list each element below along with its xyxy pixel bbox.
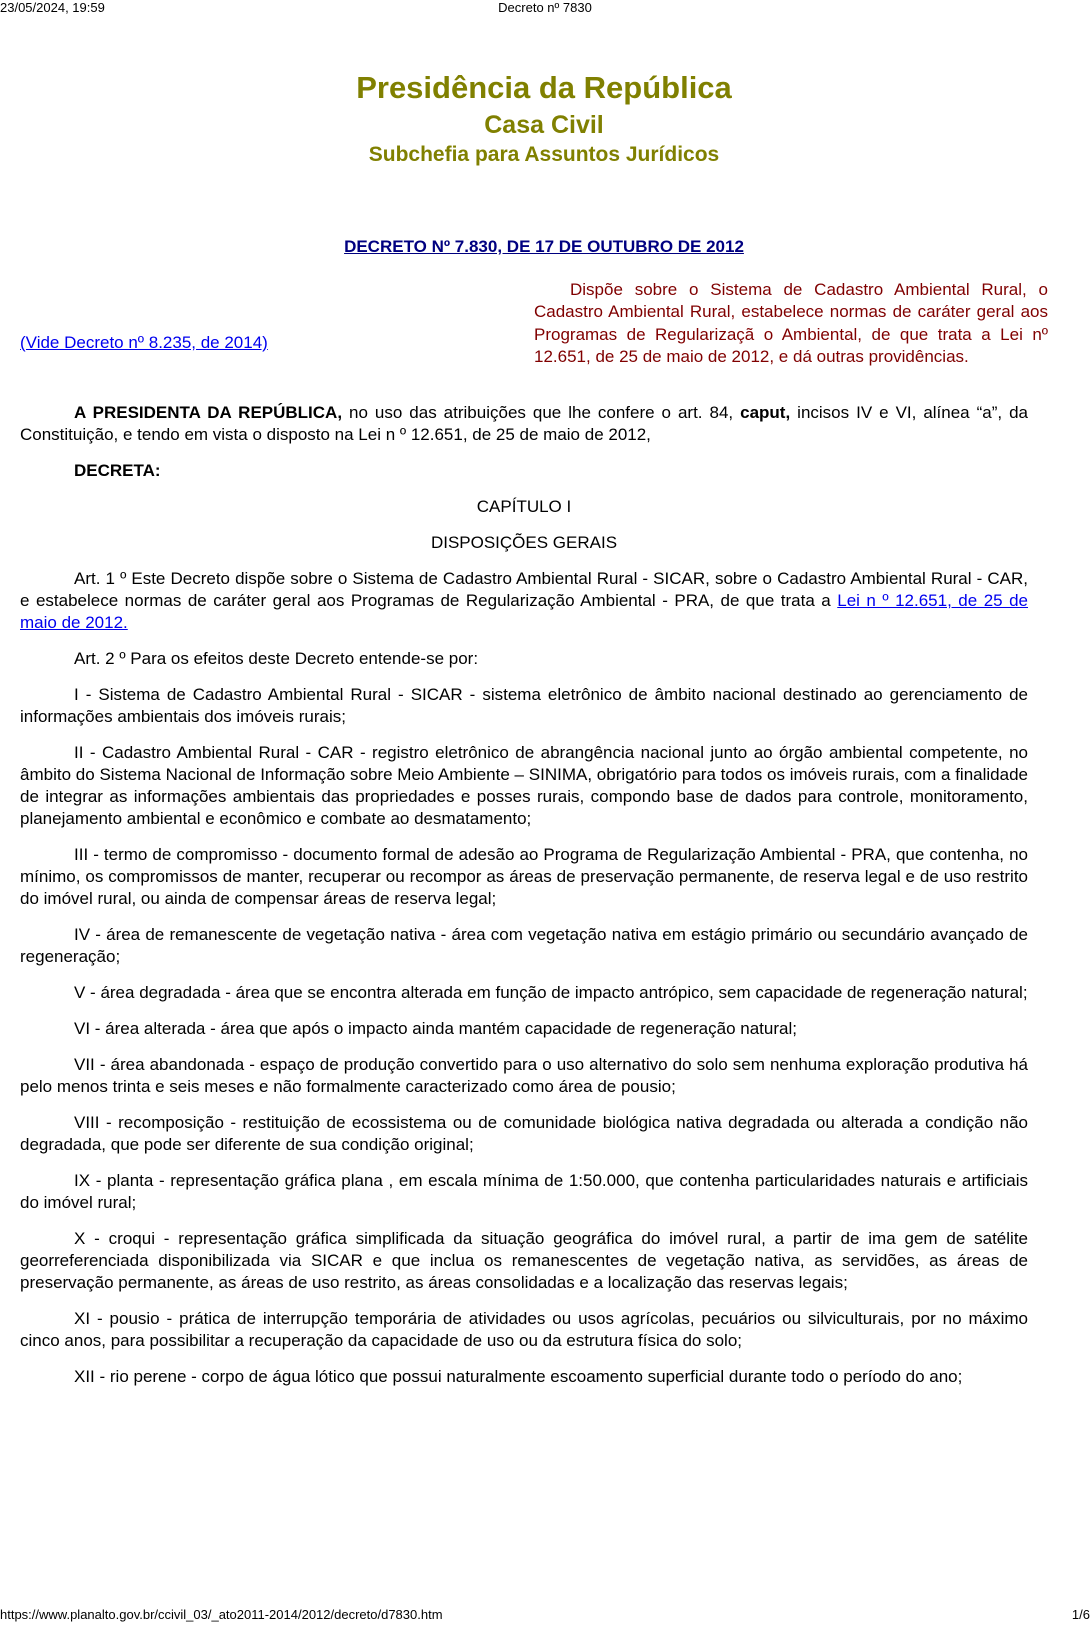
decree-title-link[interactable]: DECRETO Nº 7.830, DE 17 DE OUTUBRO DE 2012 bbox=[344, 237, 744, 256]
inciso-item: VI - área alterada - área que após o impacto ainda mantém capacidade de regeneração natural; bbox=[74, 1019, 797, 1038]
preamble-caput: caput, bbox=[740, 403, 791, 422]
org-casa-civil: Casa Civil bbox=[484, 111, 604, 139]
org-presidencia: Presidência da República bbox=[356, 70, 732, 105]
preamble-text-1: no uso das atribuições que lhe confere o art. 84, bbox=[342, 403, 741, 422]
page-number: 1/6 bbox=[1071, 1607, 1090, 1622]
inciso-item: V - área degradada - área que se encontra alterada em função de impacto antrópico, sem capacidade de regeneração natural; bbox=[74, 983, 1028, 1002]
inciso-item: III - termo de compromisso - documento formal de adesão ao Programa de Regularização Ambiental - PRA, que contenha, no mínimo, os compromissos de manter, recuperar ou recompor as áreas de preservação permanente, de reserva legal e de uso restrito do imóvel rural, ou ainda de compensar áreas de reserva legal; bbox=[20, 845, 1028, 908]
inciso-item: IX - planta - representação gráfica plana , em escala mínima de 1:50.000, que contenha particularidades naturais e artificiais do imóvel rural; bbox=[20, 1171, 1028, 1212]
decreta-label: DECRETA: bbox=[74, 461, 161, 480]
org-subchefia: Subchefia para Assuntos Jurídicos bbox=[368, 143, 720, 166]
art-2: Art. 2 º Para os efeitos deste Decreto entende-se por: bbox=[74, 649, 479, 668]
inciso-item: XII - rio perene - corpo de água lótico que possui naturalmente escoamento superficial durante todo o período do ano; bbox=[74, 1367, 963, 1386]
vide-note bbox=[20, 332, 268, 354]
inciso-item: VII - área abandonada - espaço de produção convertido para o uso alternativo do solo sem nenhuma exploração produtiva há pelo menos trinta e seis meses e não formalmente caracterizado como área de pousio; bbox=[20, 1055, 1028, 1096]
preamble bbox=[20, 402, 1028, 446]
inciso-item: I - Sistema de Cadastro Ambiental Rural - SICAR - sistema eletrônico de âmbito nacional destinado ao gerenciamento de informações ambientais dos imóveis rurais; bbox=[20, 685, 1028, 726]
chapter-number: CAPÍTULO I bbox=[476, 497, 572, 516]
inciso-item: II - Cadastro Ambiental Rural - CAR - registro eletrônico de abrangência nacional junto ao órgão ambiental competente, no âmbito do Sistema Nacional de Informação sobre Meio Ambiente – SINIMA, obrigatório para todos os imóveis rurais, com a finalidade de integrar as informações ambientais das propriedades e posses rurais, compondo base de dados para controle, monitoramento, planejamento ambiental e econômico e combate ao desmatamento; bbox=[20, 743, 1028, 828]
preamble-bold: A PRESIDENTA DA REPÚBLICA, bbox=[74, 403, 343, 422]
inciso-item: X - croqui - representação gráfica simplificada da situação geográfica do imóvel rural, a partir de ima gem de satélite georreferenciada disponibilizada via SICAR e que inclua os remanescentes de vegetação nativa, as servidões, as áreas de preservação permanente, as áreas de uso restrito, as áreas consolidadas e a localização das reservas legais; bbox=[20, 1229, 1028, 1292]
vide-decreto-link[interactable]: (Vide Decreto nº 8.235, de 2014) bbox=[20, 333, 268, 352]
print-header bbox=[0, 0, 1090, 18]
print-footer bbox=[0, 1606, 1090, 1626]
inciso-item: VIII - recomposição - restituição de ecossistema ou de comunidade biológica nativa degradada ou alterada a condição não degradada, que pode ser diferente de sua condição original; bbox=[20, 1113, 1028, 1154]
decree-title bbox=[20, 236, 1068, 258]
inciso-item: IV - área de remanescente de vegetação nativa - área com vegetação nativa em estágio primário ou secundário avançado de regeneração; bbox=[20, 925, 1028, 966]
chapter-title: DISPOSIÇÕES GERAIS bbox=[430, 533, 618, 552]
print-url: https://www.planalto.gov.br/ccivil_03/_ato2011-2014/2012/decreto/d7830.htm bbox=[0, 1607, 443, 1622]
decreta bbox=[20, 460, 1028, 482]
print-title: Decreto nº 7830 bbox=[498, 0, 592, 15]
ementa: Dispõe sobre o Sistema de Cadastro Ambiental Rural, o Cadastro Ambiental Rural, estabelece normas de caráter geral aos Programas de Regularizaçã o Ambiental, de que trata a Lei nº 12.651, de 25 de maio de 2012, e dá outras providências. bbox=[534, 280, 1048, 367]
inciso-item: XI - pousio - prática de interrupção temporária de atividades ou usos agrícolas, pecuários ou silviculturais, por no máximo cinco anos, para possibilitar a recuperação da capacidade de uso ou da estrutura física do solo; bbox=[20, 1309, 1028, 1350]
art-1 bbox=[20, 568, 1028, 634]
lei-12651-link[interactable]: Lei n º 12.651, de 25 de maio de 2012. bbox=[20, 591, 1029, 632]
print-datetime: 23/05/2024, 19:59 bbox=[0, 0, 105, 15]
preamble-text-2: incisos IV e VI, alínea “a”, da Constituição, e tendo em vista o disposto na Lei n º 12.651, de 25 de maio de 2012, bbox=[20, 403, 1028, 444]
decree-body bbox=[20, 402, 1028, 1402]
art-1-text: Art. 1 º Este Decreto dispõe sobre o Sistema de Cadastro Ambiental Rural - SICAR, sobre o Cadastro Ambiental Rural - CAR, e estabelece normas de caráter geral aos Programas de Regularização Ambiental - PRA, de que trata a bbox=[20, 569, 1028, 610]
